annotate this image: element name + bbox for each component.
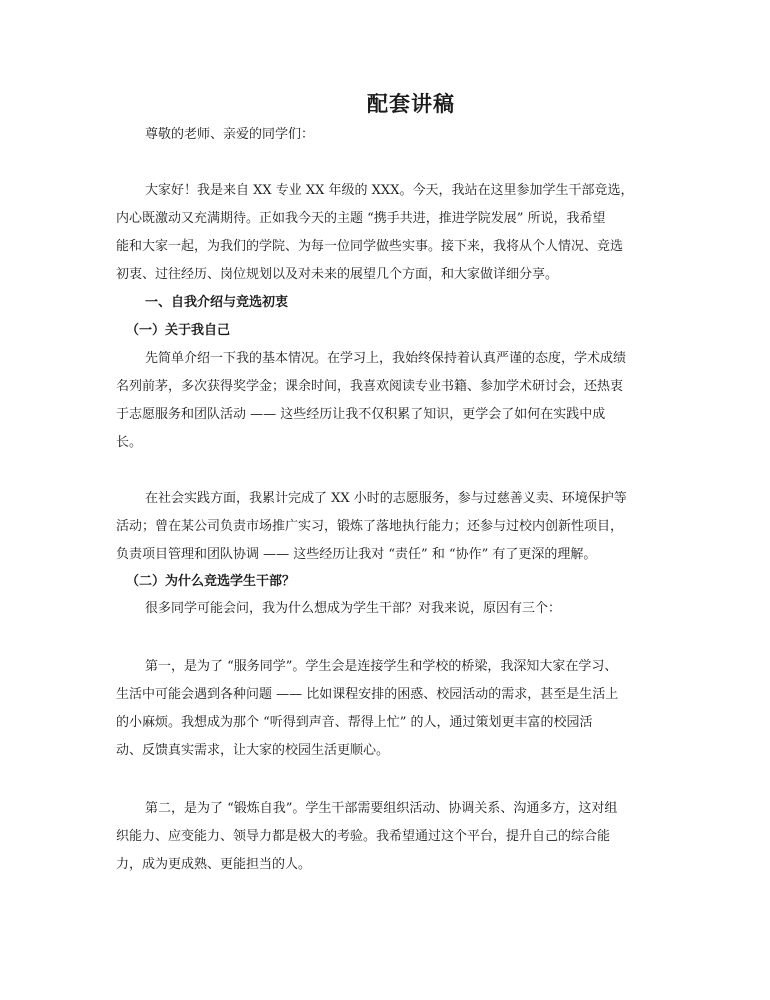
intro-line: 大家好！我是来自 XX 专业 XX 年级的 XXX。今天，我站在这里参加学生干部竞选， bbox=[145, 183, 634, 198]
paragraph-line: 活动；曾在某公司负责市场推广实习，锻炼了落地执行能力；还参与过校内创新性项目， bbox=[116, 519, 624, 534]
paragraph-line: 动、反馈真实需求，让大家的校园生活更顺心。 bbox=[116, 743, 390, 758]
paragraph-line: 于志愿服务和团队活动 —— 这些经历让我不仅积累了知识，更学会了如何在实践中成 bbox=[116, 407, 606, 422]
intro-line: 初衷、过往经历、岗位规划以及对未来的展望几个方面，和大家做详细分享。 bbox=[116, 267, 559, 282]
subsection-heading: （一）关于我自己 bbox=[126, 323, 231, 338]
paragraph-line: 在社会实践方面，我累计完成了 XX 小时的志愿服务，参与过慈善义卖、环境保护等 bbox=[145, 491, 627, 506]
paragraph-line: 的小麻烦。我想成为那个 “听得到声音、帮得上忙” 的人，通过策划更丰富的校园活 bbox=[116, 715, 593, 730]
paragraph-line: 第一，是为了 “服务同学”。学生会是连接学生和学校的桥梁，我深知大家在学习、 bbox=[145, 659, 618, 674]
page-title: 配套讲稿 bbox=[367, 91, 455, 116]
paragraph-line: 第二，是为了 “锻炼自我”。学生干部需要组织活动、协调关系、沟通多方，这对组 bbox=[145, 801, 618, 816]
paragraph-line: 生活中可能会遇到各种问题 —— 比如课程安排的困惑、校园活动的需求，甚至是生活上 bbox=[116, 687, 619, 702]
paragraph-line: 负责项目管理和团队协调 —— 这些经历让我对 “责任” 和 “协作” 有了更深的理解。 bbox=[116, 547, 597, 562]
paragraph-line: 名列前茅，多次获得奖学金；课余时间，我喜欢阅读专业书籍、参加学术研讨会，还热衷 bbox=[116, 379, 624, 394]
paragraph-line: 织能力、应变能力、领导力都是极大的考验。我希望通过这个平台，提升自己的综合能 bbox=[116, 829, 611, 844]
paragraph-line: 力，成为更成熟、更能担当的人。 bbox=[116, 857, 312, 872]
intro-line: 内心既激动又充满期待。正如我今天的主题 “携手共进，推进学院发展” 所说，我希望 bbox=[116, 211, 606, 226]
paragraph-line: 先简单介绍一下我的基本情况。在学习上，我始终保持着认真严谨的态度，学术成绩 bbox=[145, 351, 627, 366]
section-heading: 一、自我介绍与竞选初衷 bbox=[145, 295, 289, 310]
paragraph-line: 长。 bbox=[116, 435, 143, 450]
subsection-heading: （二）为什么竞选学生干部？ bbox=[126, 574, 296, 589]
intro-line: 能和大家一起，为我们的学院、为每一位同学做些实事。接下来，我将从个人情况、竞选 bbox=[116, 239, 624, 254]
salutation: 尊敬的老师、亲爱的同学们： bbox=[145, 127, 315, 142]
paragraph-line: 很多同学可能会问，我为什么想成为学生干部？对我来说，原因有三个： bbox=[145, 601, 562, 616]
